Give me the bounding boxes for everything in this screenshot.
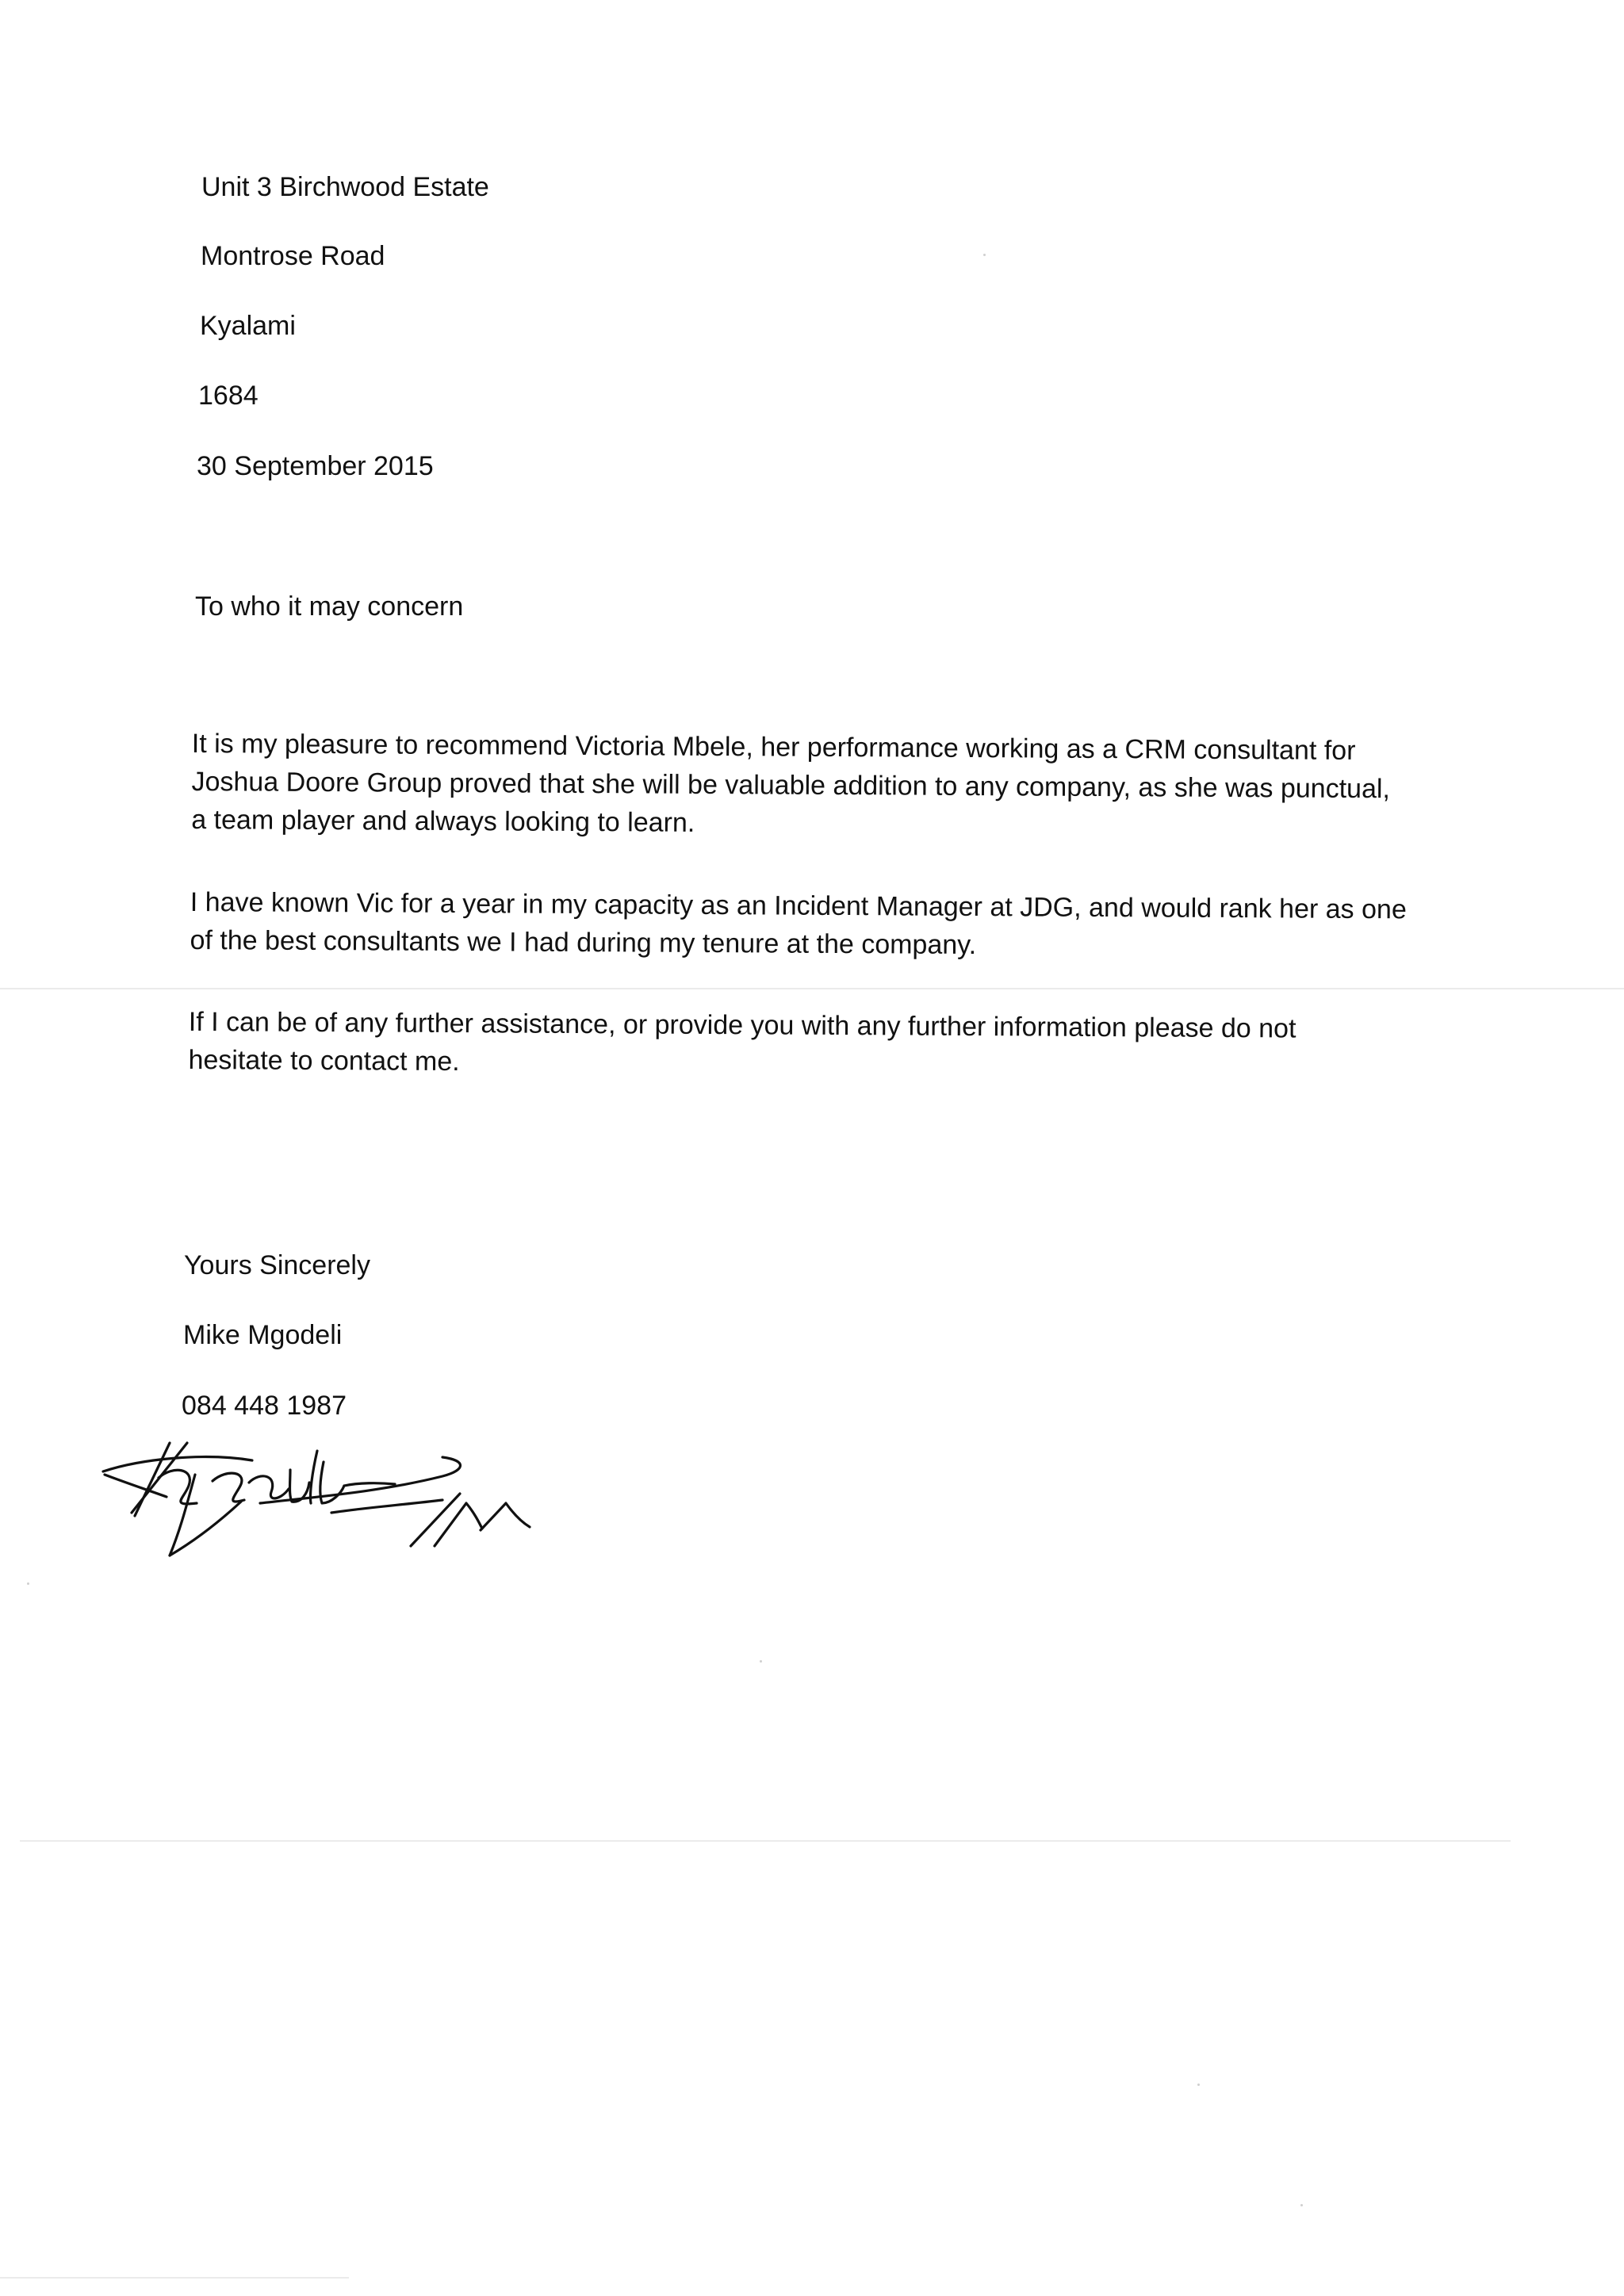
paragraph-line: hesitate to contact me. (188, 1044, 460, 1077)
signatory-name: Mike Mgodeli (183, 1320, 343, 1350)
scan-line (20, 1840, 1511, 1842)
salutation: To who it may concern (195, 591, 464, 622)
body-paragraph-2 (190, 883, 1554, 968)
paragraph-line: If I can be of any further assistance, or provide you with any further information please do not (188, 1006, 1297, 1044)
handwritten-signature (94, 1427, 553, 1570)
scan-speck (27, 1582, 29, 1585)
body-paragraph-1 (191, 725, 1556, 848)
paragraph-line: a team player and always looking to learn. (191, 804, 695, 838)
signatory-phone: 084 448 1987 (182, 1391, 347, 1421)
valediction: Yours Sincerely (184, 1250, 370, 1280)
paragraph-line: I have known Vic for a year in my capacity as an Incident Manager at JDG, and would rank her as one (190, 886, 1407, 925)
postal-code: 1684 (198, 381, 259, 411)
address-line-1: Unit 3 Birchwood Estate (201, 172, 489, 202)
scan-speck (1300, 2204, 1303, 2206)
scan-line (0, 2277, 349, 2279)
body-paragraph-3 (188, 1003, 1553, 1088)
paragraph-line: It is my pleasure to recommend Victoria Mbele, her performance working as a CRM consultant for (191, 728, 1356, 766)
scan-speck (1197, 2084, 1200, 2086)
scan-speck (760, 1660, 762, 1663)
address-line-2: Montrose Road (201, 241, 385, 271)
paragraph-line: Joshua Doore Group proved that she will be valuable addition to any company, as she was punctual, (191, 766, 1391, 805)
scan-line (0, 988, 1624, 989)
scan-speck (983, 254, 986, 256)
address-line-3: Kyalami (200, 311, 296, 341)
letter-date: 30 September 2015 (197, 451, 434, 481)
paragraph-line: of the best consultants we I had during my tenure at the company. (190, 924, 977, 961)
